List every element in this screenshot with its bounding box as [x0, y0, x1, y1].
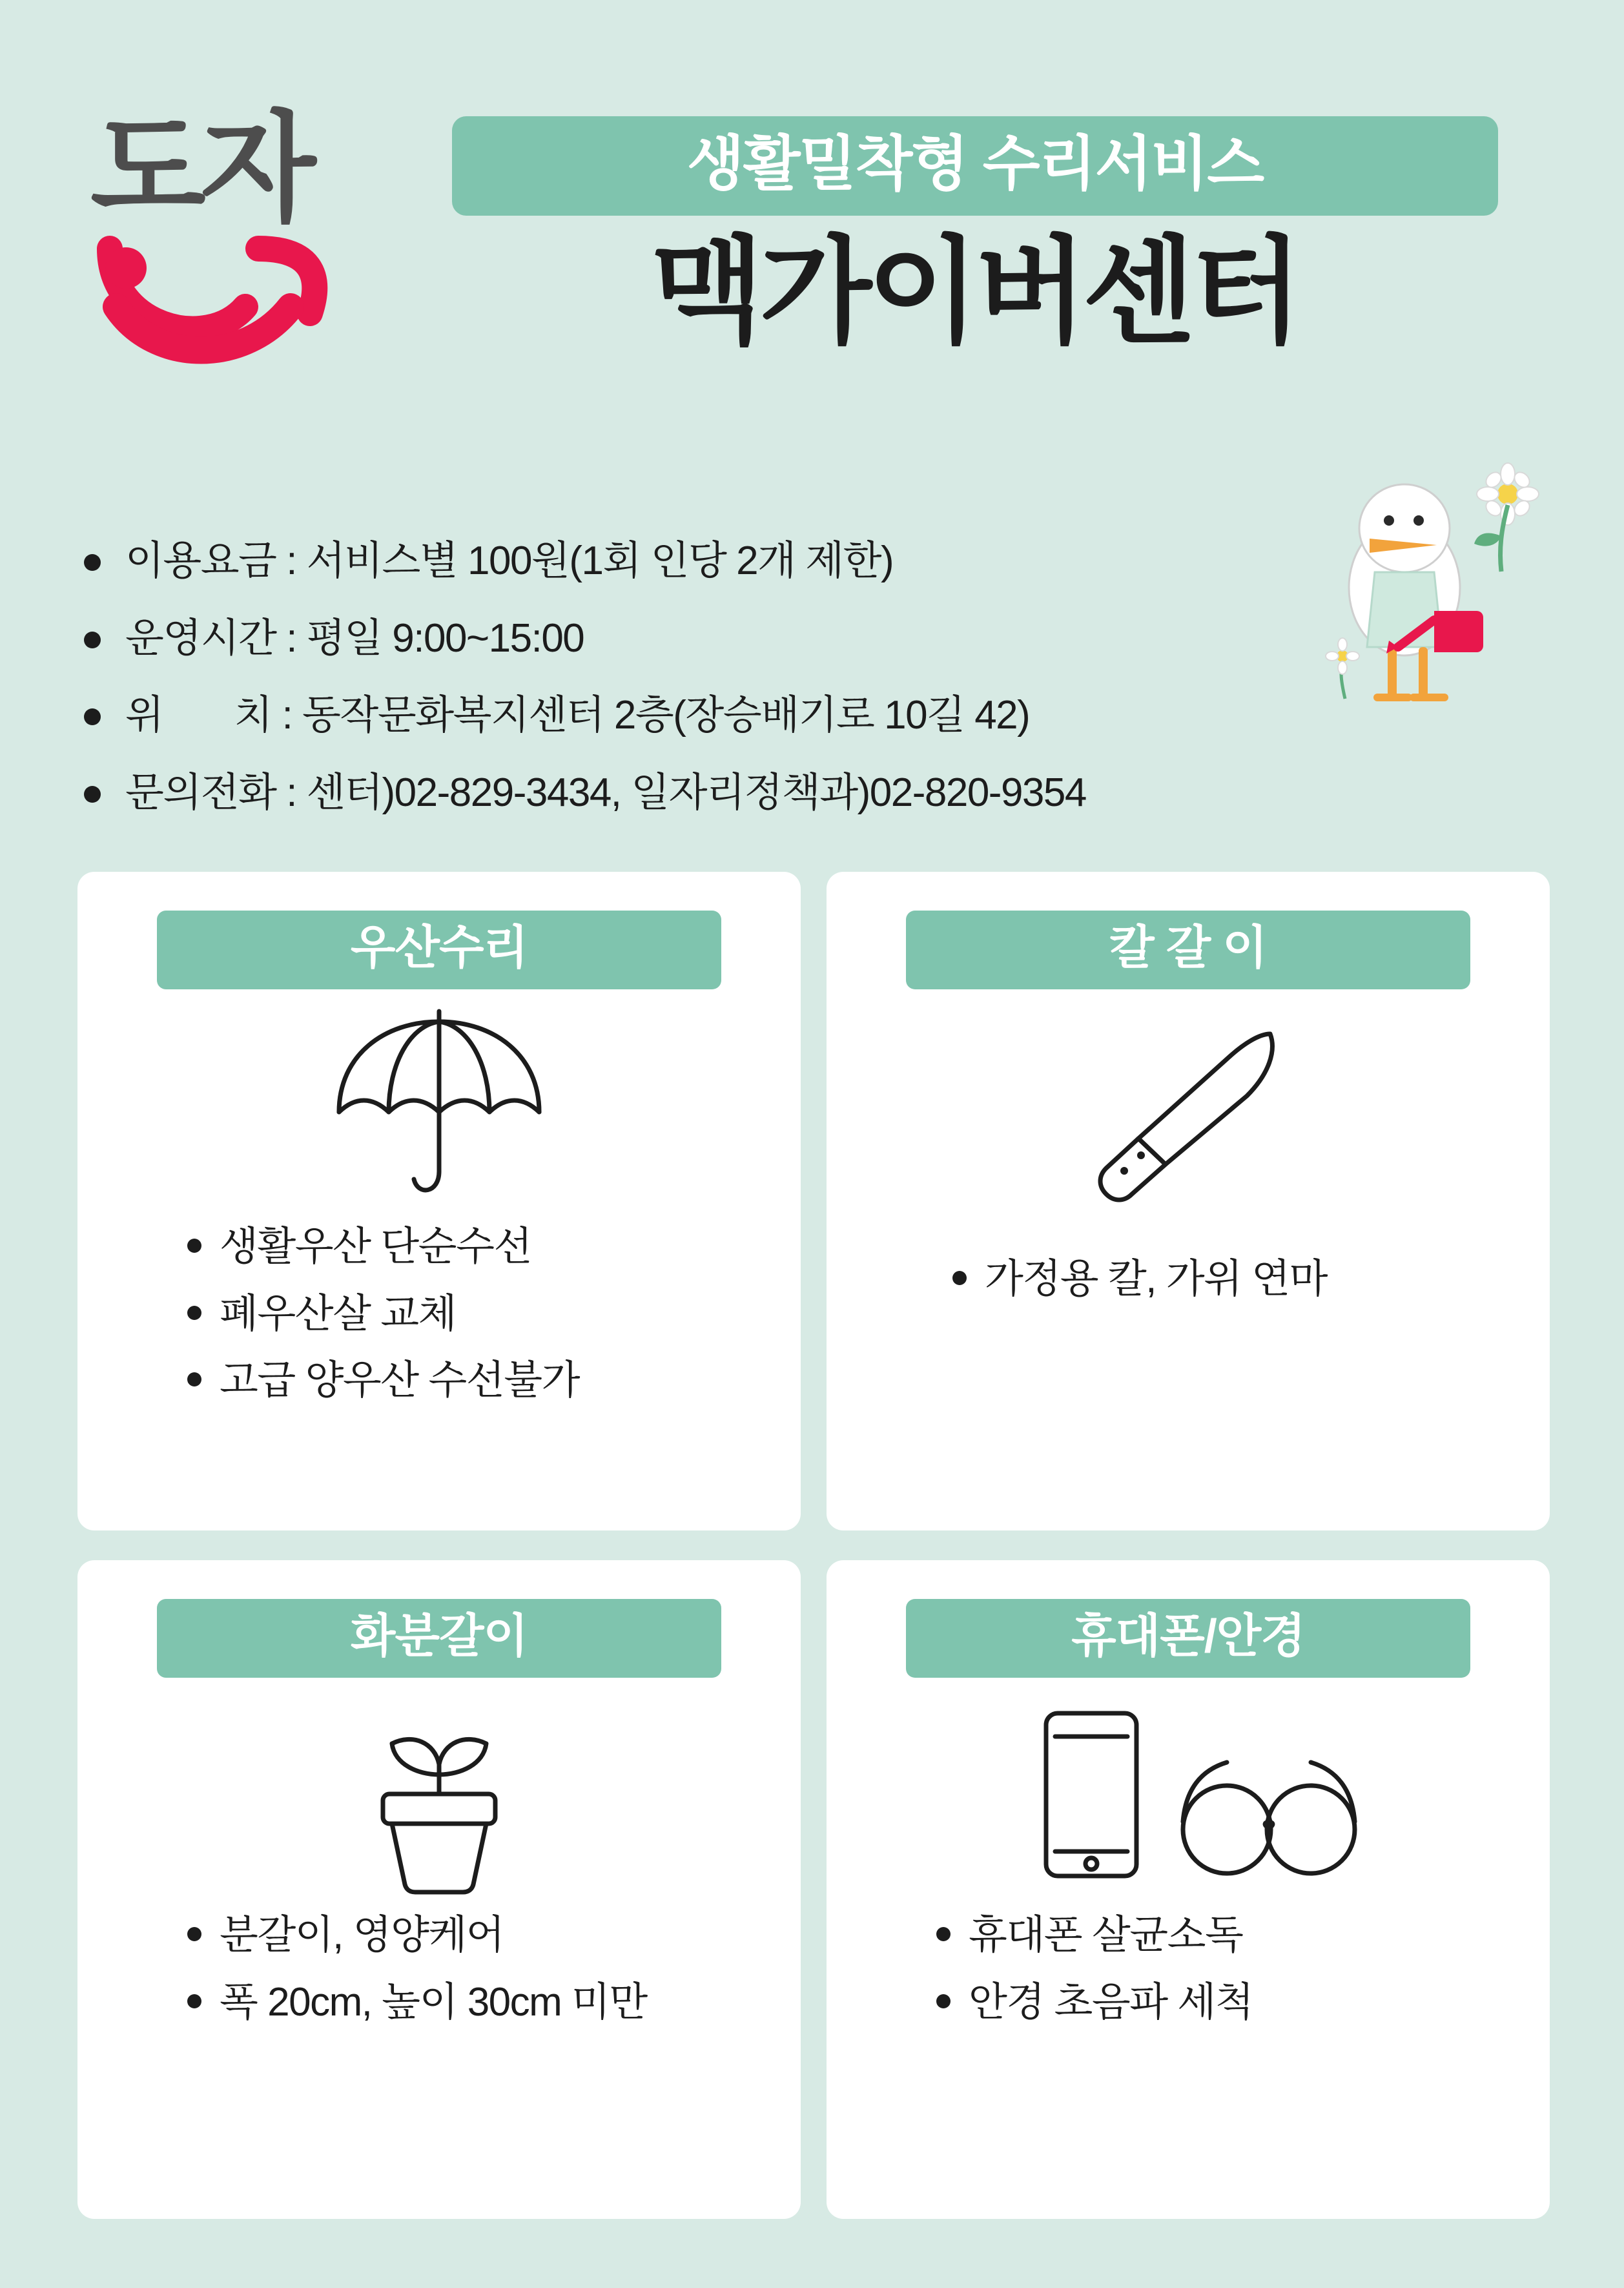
umbrella-icon	[77, 1002, 801, 1215]
bullet-icon	[952, 1271, 967, 1285]
list-item	[187, 1910, 801, 1961]
card-bullet-list	[77, 1910, 801, 2027]
card-bullet-list	[827, 1254, 1550, 1304]
logo-wordmark: 도자	[90, 103, 311, 236]
page-title: 맥가이버센터	[652, 227, 1299, 357]
bullet-icon	[84, 632, 101, 648]
bullet-icon	[187, 1306, 201, 1320]
info-row-text: 위 치 : 동작문화복지센터 2층(장승배기로 10길 42)	[125, 693, 1030, 737]
list-item-text: 폐우산살 교체	[220, 1291, 457, 1336]
card-title: 우산수리	[157, 911, 721, 989]
list-item	[936, 1977, 1550, 2028]
list-item-text: 분갈이, 영양케어	[220, 1913, 504, 1957]
bullet-icon	[187, 1927, 201, 1941]
list-item	[187, 1355, 801, 1406]
list-item-text: 고급 양우산 수선불가	[220, 1358, 579, 1403]
info-row	[84, 690, 1408, 741]
bullet-icon	[187, 1239, 201, 1253]
bullet-icon	[936, 1927, 951, 1941]
poster-header	[0, 0, 1624, 362]
list-item-text: 안경 초음파 세척	[969, 1979, 1253, 2025]
card-title: 화분갈이	[157, 1599, 721, 1678]
info-list	[84, 536, 1408, 845]
title-block	[452, 116, 1498, 355]
potted-plant-icon	[77, 1691, 801, 1904]
service-card-umbrella	[77, 872, 801, 1530]
brand-logo	[90, 103, 426, 394]
list-item	[952, 1254, 1550, 1304]
card-title: 칼 갈 이	[906, 911, 1470, 989]
card-bullet-list	[827, 1910, 1550, 2027]
info-row-text: 문의전화 : 센터)02-829-3434, 일자리정책과)02-820-9354	[125, 770, 1086, 815]
knife-icon	[827, 1002, 1550, 1215]
bird-mascot-icon	[1308, 459, 1540, 730]
list-item	[187, 1222, 801, 1272]
bullet-icon	[187, 1372, 201, 1386]
info-row	[84, 768, 1408, 818]
service-card-grid	[77, 872, 1550, 2219]
list-item-text: 휴대폰 살균소독	[969, 1913, 1243, 1957]
service-card-plant	[77, 1560, 801, 2219]
bullet-icon	[84, 708, 101, 725]
list-item-text: 가정용 칼, 가위 연마	[985, 1257, 1328, 1301]
info-row-text: 이용요금 : 서비스별 100원(1회 인당 2개 제한)	[125, 539, 894, 583]
list-item	[187, 1289, 801, 1339]
list-item-text: 생활우산 단순수선	[220, 1224, 531, 1269]
info-row	[84, 536, 1408, 586]
list-item	[187, 1977, 801, 2028]
card-bullet-list	[77, 1222, 801, 1406]
bullet-icon	[936, 1994, 951, 2008]
service-card-knife	[827, 872, 1550, 1530]
bullet-icon	[84, 554, 101, 571]
info-row-text: 운영시간 : 평일 9:00~15:00	[125, 615, 584, 661]
bullet-icon	[187, 1994, 201, 2008]
phone-glasses-icon	[827, 1691, 1550, 1904]
list-item	[936, 1910, 1550, 1961]
info-row	[84, 613, 1408, 664]
list-item-text: 폭 20cm, 높이 30cm 미만	[220, 1979, 647, 2025]
bullet-icon	[84, 786, 101, 803]
card-title: 휴대폰/안경	[906, 1599, 1470, 1678]
smile-mark-icon	[97, 229, 375, 378]
subtitle-ribbon: 생활밀착형 수리서비스	[452, 116, 1498, 216]
service-card-phone-glasses	[827, 1560, 1550, 2219]
